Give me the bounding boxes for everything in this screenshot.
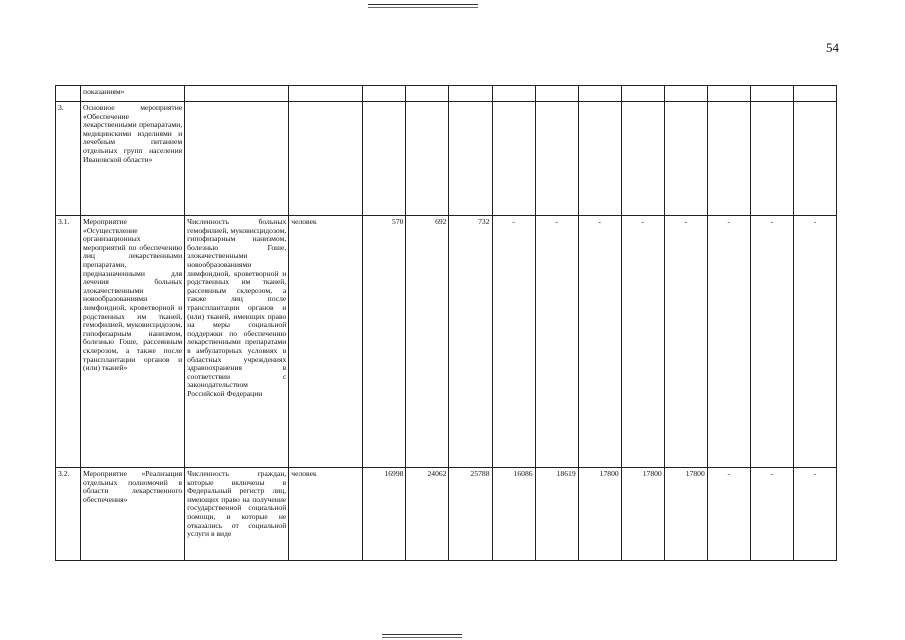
indicator-name xyxy=(185,102,289,216)
value-cell: - xyxy=(750,216,793,468)
activity-name: Мероприятие «Реализация отдельных полномочий в области лекарственного обеспечения» xyxy=(81,468,185,561)
value-cell: 24062 xyxy=(406,468,449,561)
table-row xyxy=(56,216,837,468)
value-cell: - xyxy=(535,216,578,468)
unit: человек xyxy=(289,216,363,468)
value-cell: - xyxy=(793,468,836,561)
value-cell: 17800 xyxy=(621,468,664,561)
top-rule xyxy=(368,4,478,5)
value-cell xyxy=(578,86,621,102)
value-cell: 16086 xyxy=(492,468,535,561)
value-cell: 16998 xyxy=(363,468,406,561)
activity-name: Мероприятие «Осуществление организационных мероприятий по обеспечению лиц лекарственными препаратами, предназначенными для лечения больных злокачественными новообразованиями лимфоидной, кроветворной и родственных им тканей, гемофилией, муковисцидозом, гипофизарным нанизмом, болезнью Гоше, рассеянным склерозом, а также после трансплантации органов и (или) тканей» xyxy=(81,216,185,468)
value-cell: - xyxy=(707,468,750,561)
table-row xyxy=(56,468,837,561)
value-cell: 18619 xyxy=(535,468,578,561)
indicator-name: Численность больных гемофилией, муковисцидозом, гипофизарным нанизмом, болезнью Гоше, злокачественными новообразованиями лимфоидной, кроветворной и родственных им тканей, рассеянным склерозом, а также лиц после трансплантации органов и (или) тканей, имеющих право на меры социальной поддержки по обеспечению лекарственными препаратами в амбулаторных условиях в областных учреждениях здравоохранения в соответствии с законодательством Российской Федерации xyxy=(185,216,289,468)
value-cell: 17800 xyxy=(578,468,621,561)
activity-name: показаниям» xyxy=(81,86,185,102)
unit xyxy=(289,86,363,102)
row-number: 3.1. xyxy=(56,216,81,468)
value-cell xyxy=(664,102,707,216)
bottom-rule-secondary xyxy=(382,637,462,638)
value-cell xyxy=(793,86,836,102)
value-cell: - xyxy=(492,216,535,468)
value-cell: - xyxy=(664,216,707,468)
unit xyxy=(289,102,363,216)
value-cell xyxy=(492,102,535,216)
value-cell xyxy=(750,102,793,216)
activity-name: Основное мероприятие «Обеспечение лекарственными препаратами, медицинскими изделиями и лечебным питанием отдельных групп населения Ивановской области» xyxy=(81,102,185,216)
value-cell xyxy=(363,102,406,216)
value-cell xyxy=(535,102,578,216)
value-cell xyxy=(406,102,449,216)
row-number xyxy=(56,86,81,102)
value-cell: - xyxy=(578,216,621,468)
value-cell xyxy=(621,102,664,216)
bottom-rule xyxy=(382,634,462,635)
value-cell xyxy=(621,86,664,102)
value-cell xyxy=(363,86,406,102)
value-cell: 570 xyxy=(363,216,406,468)
row-number: 3.2. xyxy=(56,468,81,561)
value-cell xyxy=(449,102,492,216)
table-row xyxy=(56,102,837,216)
value-cell xyxy=(793,102,836,216)
table-row xyxy=(56,86,837,102)
value-cell: 692 xyxy=(406,216,449,468)
value-cell: - xyxy=(793,216,836,468)
value-cell: - xyxy=(750,468,793,561)
page-number: 54 xyxy=(826,40,839,55)
value-cell xyxy=(535,86,578,102)
value-cell: 17800 xyxy=(664,468,707,561)
value-cell xyxy=(492,86,535,102)
value-cell xyxy=(707,86,750,102)
program-indicators-table xyxy=(55,85,837,561)
value-cell: - xyxy=(707,216,750,468)
value-cell: 732 xyxy=(449,216,492,468)
value-cell xyxy=(664,86,707,102)
indicator-name: Численность граждан, которые включены в Федеральный регистр лиц, имеющих право на получение государственной социальной помощи, и которые не отказались от социальной услуги в виде xyxy=(185,468,289,561)
value-cell: - xyxy=(621,216,664,468)
top-rule-secondary xyxy=(368,7,478,8)
value-cell: 25788 xyxy=(449,468,492,561)
value-cell xyxy=(707,102,750,216)
row-number: 3. xyxy=(56,102,81,216)
value-cell xyxy=(750,86,793,102)
value-cell xyxy=(578,102,621,216)
unit: человек xyxy=(289,468,363,561)
value-cell xyxy=(406,86,449,102)
indicator-name xyxy=(185,86,289,102)
value-cell xyxy=(449,86,492,102)
